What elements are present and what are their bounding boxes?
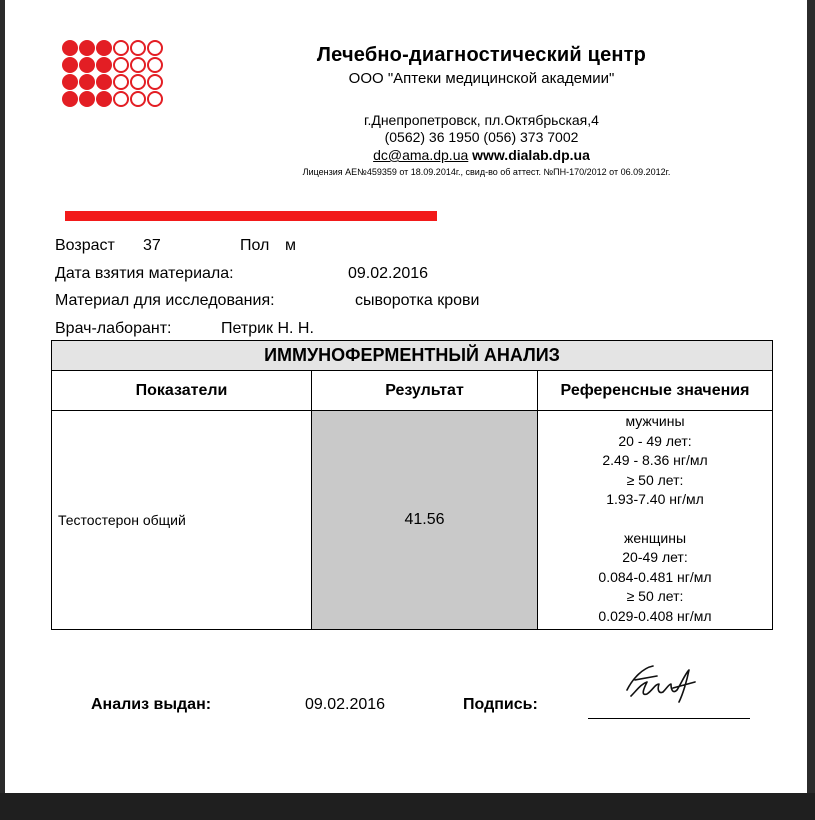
- column-header-parameter: Показатели: [52, 371, 312, 411]
- reference-women-range-1: 0.084-0.481 нг/мл: [598, 568, 712, 585]
- issued-date: 09.02.2016: [305, 696, 386, 713]
- reference-men-range-1: 2.49 - 8.36 нг/мл: [602, 452, 708, 468]
- parameter-cell: Тестостерон общий: [52, 411, 312, 630]
- reference-women-age-1: 20-49 лет:: [622, 549, 688, 565]
- reference-men-heading: мужчины: [625, 413, 685, 429]
- viewer-bottom-bar: [0, 793, 815, 820]
- clinic-title: Лечебно-диагностический центр: [316, 44, 647, 66]
- doctor-label: Врач-лаборант:: [55, 320, 172, 337]
- column-header-reference: Референсные значения: [538, 371, 773, 411]
- clinic-email-link[interactable]: dc@ama.dp.ua: [373, 147, 469, 163]
- patient-age: 37: [143, 237, 161, 254]
- signature-label: Подпись:: [463, 696, 538, 713]
- patient-sex-label: Пол: [240, 237, 270, 254]
- clinic-logo: [62, 40, 166, 132]
- reference-men-age-1: 20 - 49 лет:: [618, 432, 692, 449]
- clinic-organization: ООО "Аптеки медицинской академии": [348, 70, 615, 87]
- issued-label: Анализ выдан:: [91, 696, 212, 713]
- handwritten-signature: [613, 660, 703, 708]
- table-row: [52, 411, 773, 630]
- reference-cell: [538, 411, 773, 630]
- reference-women-heading: женщины: [624, 529, 687, 546]
- result-cell: 41.56: [312, 411, 538, 630]
- analysis-table: [51, 340, 773, 630]
- doctor-name: Петрик Н. Н.: [221, 320, 314, 337]
- sample-date-label: Дата взятия материала:: [55, 265, 234, 282]
- patient-sex: м: [285, 237, 296, 254]
- reference-women-range-2: 0.029-0.408 нг/мл: [598, 607, 712, 624]
- clinic-website-link[interactable]: www.dialab.dp.ua: [472, 147, 590, 163]
- reference-men-age-2: ≥ 50 лет:: [626, 471, 684, 488]
- material-label: Материал для исследования:: [55, 292, 275, 309]
- patient-name-redaction: [65, 211, 437, 221]
- patient-age-label: Возраст: [55, 237, 115, 254]
- signature-line: [588, 718, 750, 719]
- reference-spacer: [538, 510, 772, 529]
- reference-men-range-2: 1.93-7.40 нг/мл: [606, 491, 704, 507]
- sample-date: 09.02.2016: [348, 265, 429, 282]
- clinic-address: г.Днепропетровск, пл.Октябрьская,4: [364, 112, 599, 128]
- clinic-phones: (0562) 36 1950 (056) 373 7002: [384, 129, 579, 145]
- column-header-result: Результат: [312, 371, 538, 411]
- clinic-license: Лицензия АЕ№459359 от 18.09.2014г., свид-во об аттест. №ПН-170/2012 от 06.09.2012г.: [302, 167, 671, 177]
- analysis-title: ИММУНОФЕРМЕНТНЫЙ АНАЛИЗ: [52, 341, 773, 371]
- reference-women-age-2: ≥ 50 лет:: [626, 588, 684, 604]
- lab-report-page: [5, 0, 807, 793]
- material-value: сыворотка крови: [355, 292, 480, 309]
- clinic-contacts: [205, 147, 758, 163]
